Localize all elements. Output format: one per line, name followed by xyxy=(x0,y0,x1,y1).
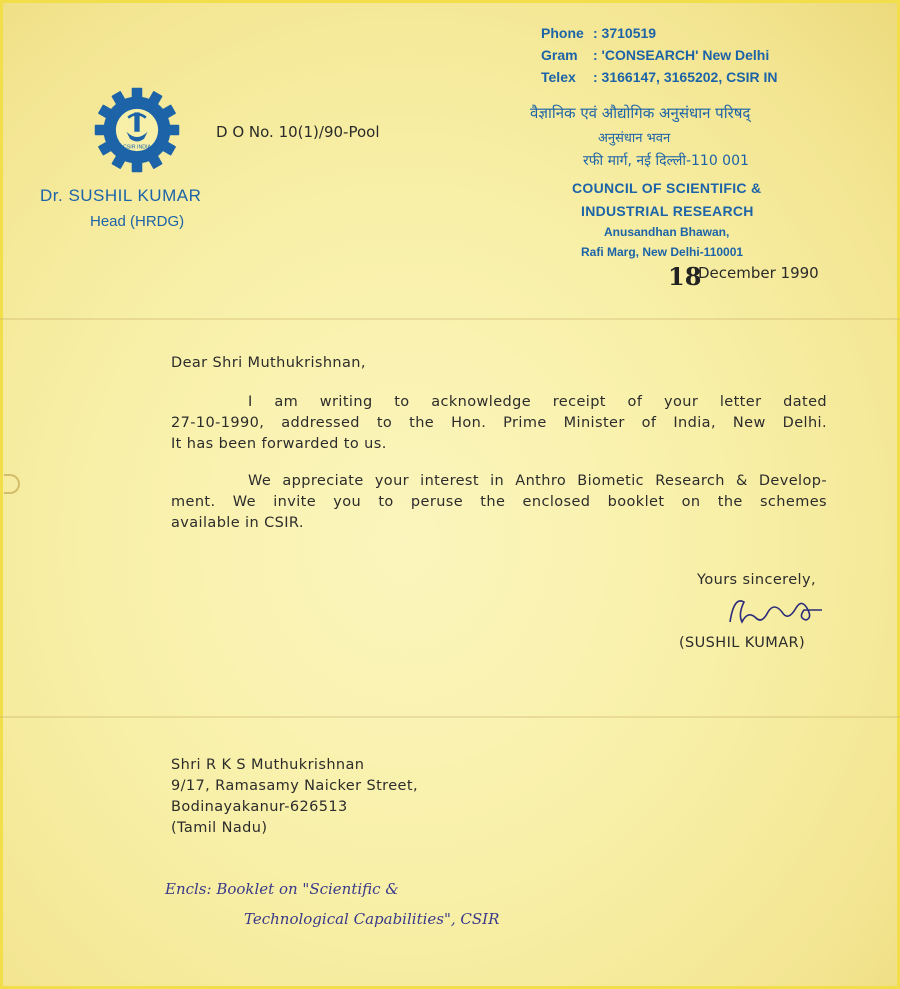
hindi-address: रफी मार्ग, नई दिल्ली-110 001 xyxy=(583,153,749,169)
csir-gear-logo-icon xyxy=(93,86,181,174)
recipient-line: Shri R K S Muthukrishnan xyxy=(171,757,365,773)
phone-line xyxy=(541,25,656,41)
date-month-year: December 1990 xyxy=(698,264,819,282)
org-name-line2: INDUSTRIAL RESEARCH xyxy=(581,203,754,219)
address-line1: Anusandhan Bhawan, xyxy=(604,225,730,239)
logo-text: CSIR INDIA xyxy=(122,144,152,151)
paragraph-line: We appreciate your interest in Anthro Biometic Research & Develop- xyxy=(248,473,827,489)
phone-value: : 3710519 xyxy=(593,25,657,41)
org-name-line1: COUNCIL OF SCIENTIFIC & xyxy=(572,180,762,196)
telex-label: Telex xyxy=(541,69,576,85)
enclosure-note-line2: Technological Capabilities", CSIR xyxy=(244,910,500,928)
recipient-address xyxy=(171,755,418,839)
paragraph-line: 27-10-1990, addressed to the Hon. Prime Minister of India, New Delhi. xyxy=(171,415,827,431)
sender-role: Head (HRDG) xyxy=(90,213,185,230)
gram-value: : 'CONSEARCH' New Delhi xyxy=(593,47,770,63)
gram-label: Gram xyxy=(541,47,578,63)
date-day-handwritten: 18 xyxy=(668,262,702,291)
closing: Yours sincerely, xyxy=(697,572,816,588)
reference-number: D O No. 10(1)/90-Pool xyxy=(216,123,380,141)
punch-hole xyxy=(4,474,20,494)
telex-value: : 3166147, 3165202, CSIR IN xyxy=(593,69,778,85)
paragraph-line: ment. We invite you to peruse the enclosed booklet on the schemes xyxy=(171,494,827,510)
address-line2: Rafi Marg, New Delhi-110001 xyxy=(581,245,744,259)
phone-label: Phone xyxy=(541,25,584,41)
hindi-bhawan: अनुसंधान भवन xyxy=(598,131,671,146)
paper-fold-crease xyxy=(0,716,900,718)
recipient-line: (Tamil Nadu) xyxy=(171,820,268,836)
gram-line xyxy=(541,47,769,63)
telex-line xyxy=(541,69,777,85)
sender-name: Dr. SUSHIL KUMAR xyxy=(40,186,202,205)
paper-fold-crease xyxy=(0,318,900,320)
enclosure-note-line1: Encls: Booklet on "Scientific & xyxy=(165,880,399,898)
recipient-line: 9/17, Ramasamy Naicker Street, xyxy=(171,778,418,794)
paragraph-line: I am writing to acknowledge receipt of your letter dated xyxy=(248,394,827,410)
recipient-line: Bodinayakanur-626513 xyxy=(171,799,348,815)
salutation: Dear Shri Muthukrishnan, xyxy=(171,355,366,371)
paragraph-1 xyxy=(171,392,827,455)
paragraph-line: It has been forwarded to us. xyxy=(171,436,387,452)
handwritten-signature xyxy=(718,588,828,632)
hindi-org-name: वैज्ञानिक एवं औद्योगिक अनुसंधान परिषद् xyxy=(530,104,751,122)
paragraph-2 xyxy=(171,471,827,534)
paragraph-line: available in CSIR. xyxy=(171,515,304,531)
signatory-name: (SUSHIL KUMAR) xyxy=(679,635,806,651)
